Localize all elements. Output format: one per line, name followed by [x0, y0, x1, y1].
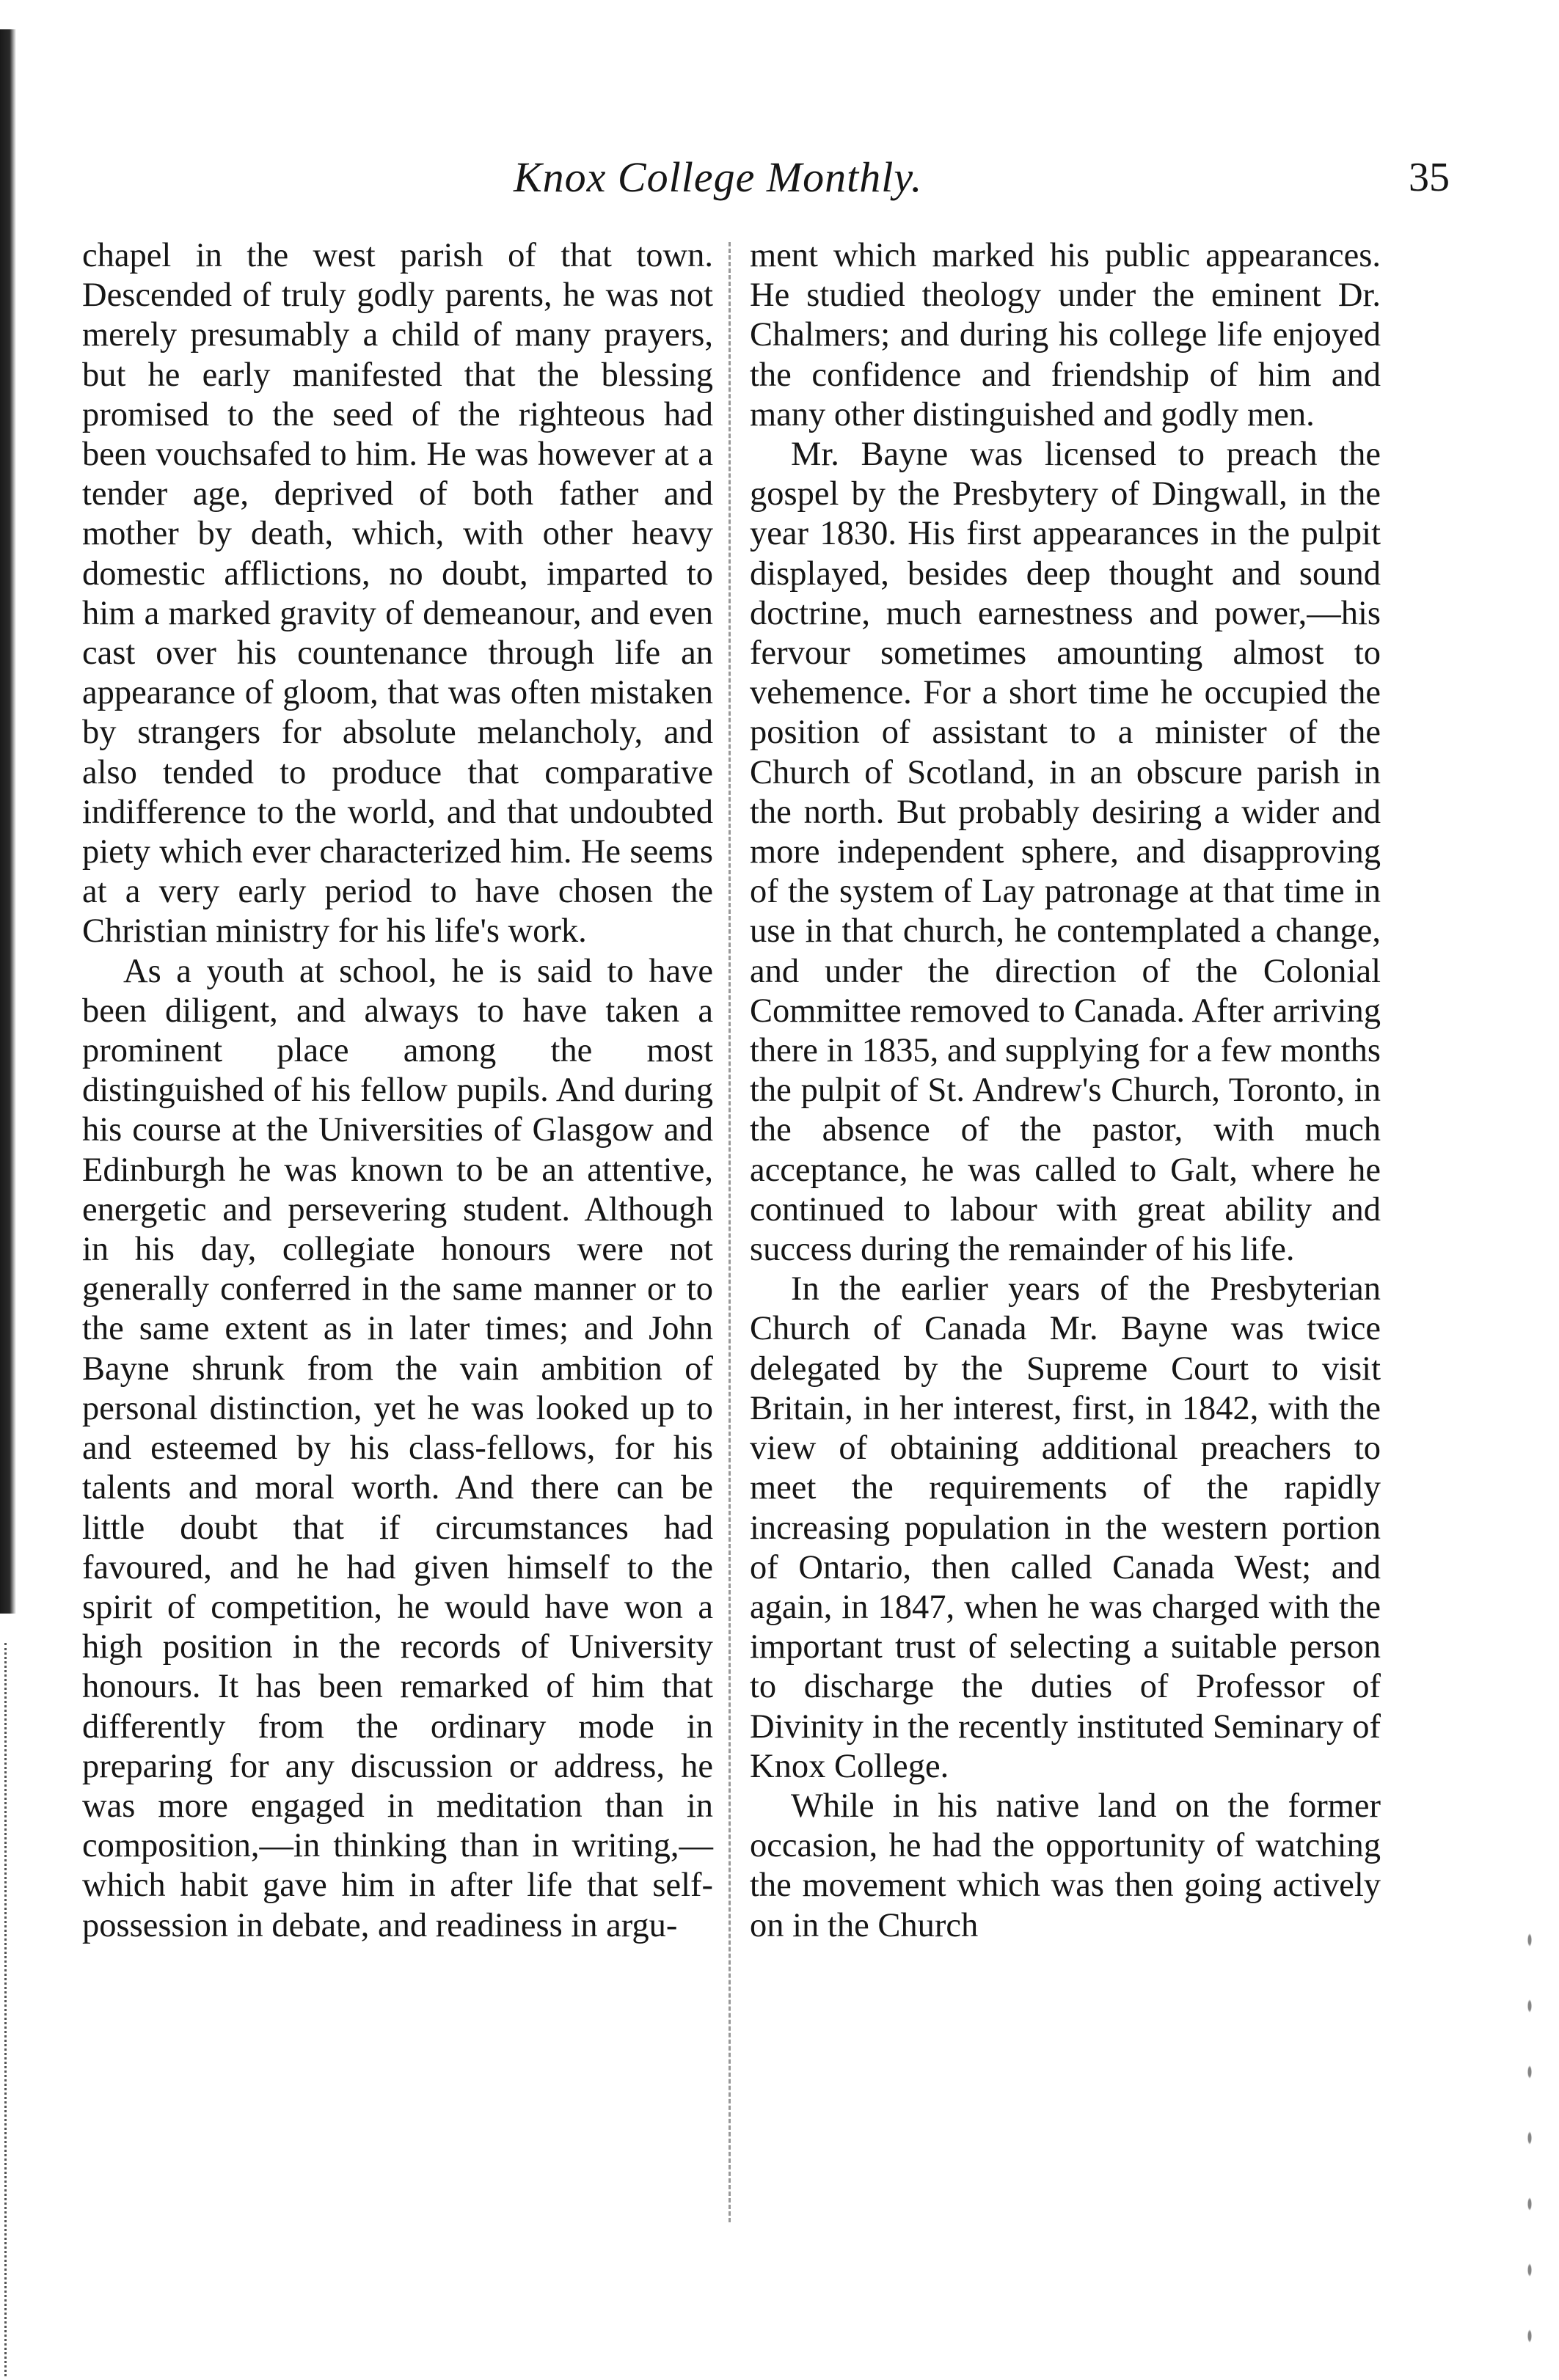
journal-title: Knox College Monthly. — [514, 153, 923, 201]
scan-specks — [1519, 1907, 1548, 2347]
page-number: 35 — [1409, 155, 1450, 200]
paragraph: While in his native land on the former occasion, he had the opportunity of watching the movement which was then going actively on in the Church — [750, 1787, 1381, 1944]
paragraph: ment which marked his public appearances. He studied theology under the eminent Dr. Chalmers; and during his college life enjoyed the confidence and friendship of him and many other distinguished and godly men. — [750, 237, 1381, 433]
column-gutter-rule — [729, 242, 731, 2222]
left-column — [82, 236, 713, 1946]
paragraph: In the earlier years of the Presbyterian Church of Canada Mr. Bayne was twice delegated by the Supreme Court to visit Britain, in her interest, first, in 1842, with the view of obtaining additional preachers to meet the requirements of the rapidly increasing population in the western portion of Ontario, then called Canada West; and again, in 1847, when he was charged with the important trust of selecting a suitable person to discharge the duties of Professor of Divinity in the recently instituted Seminary of Knox College. — [750, 1270, 1381, 1785]
running-head — [0, 153, 1559, 211]
scan-edge-shadow — [0, 29, 16, 1614]
paragraph: chapel in the west parish of that town. Descended of truly godly parents, he was not merely presumably a child of many prayers, but he early manifested that the blessing promised to the seed of the righteous had been vouchsafed to him. He was however at a tender age, deprived of both father and mother by death, which, with other heavy domestic afflictions, no doubt, imparted to him a marked gravity of demeanour, and even cast over his countenance through life an appearance of gloom, that was often mistaken by strangers for absolute melancholy, and also tended to produce that comparative indifference to the world, and that undoubted piety which ever characterized him. He seems at a very early period to have chosen the Christian ministry for his life's work. — [82, 237, 713, 951]
paragraph: As a youth at school, he is said to have been diligent, and always to have taken a prominent place among the most distinguished of his fellow pupils. And during his course at the Universities of Glasgow and Edinburgh he was known to be an attentive, energetic and persevering student. Although in his day, collegiate honours were not generally conferred in the same manner or to the same extent as in later times; and John Bayne shrunk from the vain ambition of personal distinction, yet he was looked up to and esteemed by his class-fellows, for his talents and moral worth. And there can be little doubt that if circumstances had favoured, and he had given himself to the spirit of competition, he would have won a high position in the records of University honours. It has been remarked of him that differently from the ordinary mode in preparing for any discussion or address, he was more engaged in meditation than in composition,—in thinking than in writing,—which habit gave him in after life that self-possession in debate, and readiness in argu- — [82, 952, 713, 1944]
right-column — [750, 236, 1381, 1946]
paragraph: Mr. Bayne was licensed to preach the gospel by the Presbytery of Dingwall, in the year 1830. His first appearances in the pulpit displayed, besides deep thought and sound doctrine, much earnestness and power,—his fervour sometimes amounting almost to vehemence. For a short time he occupied the position of assistant to a minister of the Church of Scotland, in an obscure parish in the north. But probably desiring a wider and more independent sphere, and disapproving of the system of Lay patronage at that time in use in that church, he contemplated a change, and under the direction of the Colonial Committee removed to Canada. After arriving there in 1835, and supplying for a few months the pulpit of St. Andrew's Church, Toronto, in the absence of the pastor, with much acceptance, he was called to Galt, where he continued to labour with great ability and success during the remainder of his life. — [750, 436, 1381, 1269]
